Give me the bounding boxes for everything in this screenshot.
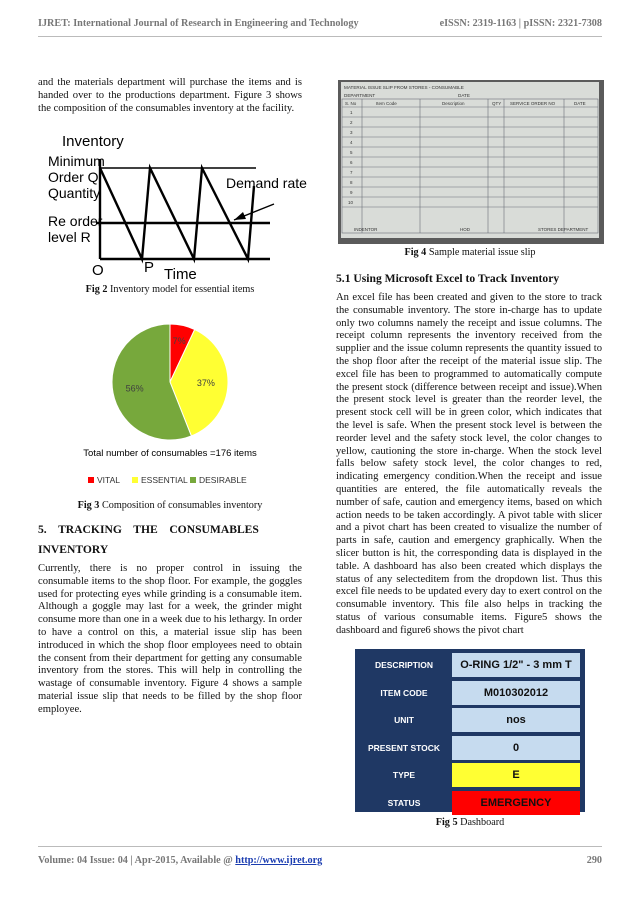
pie-label-desirable: 56% — [125, 383, 144, 394]
inventory-model-figure — [44, 128, 307, 283]
section-5-1-title: 5.1 Using Microsoft Excel to Track Inventory — [336, 272, 560, 285]
slip-row-6: 6 — [350, 160, 353, 165]
issn: eISSN: 2319-1163 | pISSN: 2321-7308 — [439, 18, 602, 29]
demand-rate-label: Demand rate — [226, 175, 307, 191]
reorder-label: Re order — [48, 213, 103, 229]
section-5-1-body: An excel file has been created and given to the store to track the consumable inventory. The store in-charge has to update only two columns namely the receipt and issue columns. The receipt column represents the inventory received from the supplier and the issue column represents the quantity issued to the shop floor after the receipt of the material issue slip. The excel file has been to programmed to automatically compute the present stock (difference between receipt and issue).When the present stock level is greater than the reorder level, the present stock cell will be in green color, which indicates that the level is safe. When the present stock level is between the reorder level and the safety stock level, the color changes to yellow, cautioning the store in-charge. When the stock level falls below safety stock level, the color changes to red, indicating emergency condition.When the receipt and issue quantities are entered, the file automatically reveals the number of safe, caution and emergency items, based on which action needs to be taken accordingly. A pivot table with slicer and a pivot chart has been created to visualize the number of parts in safe, caution and emergency graphically. When the slicer button is hit, the corresponding data is displayed in the table. A dashboard has also been created which displays the status of any selecteditem from the dropdown list. Thus this excel file needs to be updated every day to exert control on the consumable inventory. This file also helps in tracking the status of various consumable items. Figure5 shows the dashboard and figure6 shows the pivot chart — [336, 292, 602, 636]
legend-swatch-essential — [132, 477, 138, 483]
fig4-caption: Fig 4 Sample material issue slip — [404, 247, 536, 258]
inventory-label: Inventory — [62, 133, 124, 150]
dashboard-label-3: PRESENT STOCK — [367, 742, 441, 753]
slip-row-4: 4 — [350, 140, 353, 145]
dashboard-label-1: ITEM CODE — [380, 687, 428, 698]
pie-label-essential: 37% — [196, 378, 215, 389]
origin-label: O — [92, 262, 104, 279]
legend-label-essential: ESSENTIAL — [141, 475, 188, 485]
fig2-caption: Fig 2 Inventory model for essential items — [85, 284, 255, 295]
time-label: Time — [164, 266, 197, 283]
dashboard-value-0: O-RING 1/2" - 3 mm T — [452, 653, 580, 677]
section-5-title-line2: INVENTORY — [38, 543, 109, 556]
legend-label-vital: VITAL — [97, 475, 120, 485]
dashboard-value-3: 0 — [452, 736, 580, 760]
slip-row-10: 10 — [348, 200, 354, 205]
material-issue-slip-photo — [338, 80, 604, 244]
dashboard-value-1: M010302012 — [452, 681, 580, 705]
slip-header-code: Item Code — [376, 101, 397, 106]
intro-paragraph: and the materials department will purchase the items and is handed over to the productions department. Figure 3 shows the composition of the consumables inventory at the facility. — [38, 77, 302, 114]
slip-footer-hod: HOD — [460, 227, 470, 232]
slip-row-2: 2 — [350, 120, 353, 125]
pie-title: Total number of consumables =176 items — [83, 448, 257, 459]
footer-volume: Volume: 04 Issue: 04 | Apr-2015, Available @ http://www.ijret.org — [38, 855, 323, 866]
running-footer — [38, 855, 602, 866]
slip-footer-stores: STORES DEPARTMENT — [538, 227, 589, 232]
fig3-caption: Fig 3 Composition of consumables inventory — [77, 500, 263, 511]
order-q-label: Order Q — [48, 169, 99, 185]
slip-date: DATE — [458, 93, 470, 98]
footer-rule — [38, 846, 602, 847]
slip-header-date: DATE — [574, 101, 586, 106]
consumables-pie-chart — [70, 320, 270, 502]
slip-row-8: 8 — [350, 180, 353, 185]
slip-row-5: 5 — [350, 150, 353, 155]
p-label: P — [144, 259, 155, 276]
fig5-caption: Fig 5 Dashboard — [435, 817, 505, 828]
dashboard-label-2: UNIT — [394, 715, 414, 725]
arrow-head-icon — [234, 212, 246, 220]
dashboard-value-4: E — [452, 763, 580, 787]
dashboard-value-5: EMERGENCY — [452, 791, 580, 815]
dashboard-label-0: DESCRIPTION — [374, 660, 434, 670]
slip-header-order: SERVICE ORDER NO — [510, 101, 556, 106]
dashboard-figure — [355, 649, 585, 812]
section-5-body: Currently, there is no proper control in issuing the consumable items to the shop floor. For example, the goggles used for protecting eyes while grinding is a consumable item. Although a goggle may last for a week, the grinder might consume more than one in a week due to his lethargy. In order to have a control on this, a material issue slip has been introduced in which the shop floor employees need to obtain the consent from their department for getting any consumable inventory from the stores. This will help in controlling the wastage of consumable inventory. Figure 4 shows a sample material issue slip that needs to be filled by the shop floor employee. — [38, 563, 302, 715]
slip-row-3: 3 — [350, 130, 353, 135]
slip-department: DEPARTMENT — [344, 93, 376, 98]
legend-swatch-vital — [88, 477, 94, 483]
journal-link[interactable]: http://www.ijret.org — [235, 855, 323, 866]
dashboard-value-2: nos — [452, 708, 580, 732]
legend-swatch-desirable — [190, 477, 196, 483]
legend-label-desirable: DESIRABLE — [199, 475, 247, 485]
journal-name: IJRET: International Journal of Research in Engineering and Technology — [38, 18, 359, 29]
slip-row-1: 1 — [350, 110, 353, 115]
quantity-label: Quantity — [48, 185, 101, 201]
dashboard-label-5: STATUS — [387, 797, 421, 808]
running-header — [38, 18, 602, 29]
slip-header-sno: S. No — [345, 101, 357, 106]
dashboard-label-4: TYPE — [392, 770, 416, 780]
section-5-title-line1: 5. TRACKING THE CONSUMABLES — [38, 523, 259, 536]
level-r-label: level R — [48, 229, 91, 245]
slip-header-desc: Description — [442, 101, 465, 106]
page-number: 290 — [586, 855, 602, 866]
slip-footer-indentor: INDENTOR — [354, 227, 378, 232]
header-rule — [38, 36, 602, 37]
slip-row-7: 7 — [350, 170, 353, 175]
pie-label-vital: 7% — [172, 336, 186, 347]
slip-row-9: 9 — [350, 190, 353, 195]
slip-header-qty: QTY — [492, 101, 502, 106]
minimum-label: Minimum — [48, 153, 105, 169]
slip-title: MATERIAL ISSUE SLIP FROM STORES - CONSUMABLE — [344, 85, 464, 90]
